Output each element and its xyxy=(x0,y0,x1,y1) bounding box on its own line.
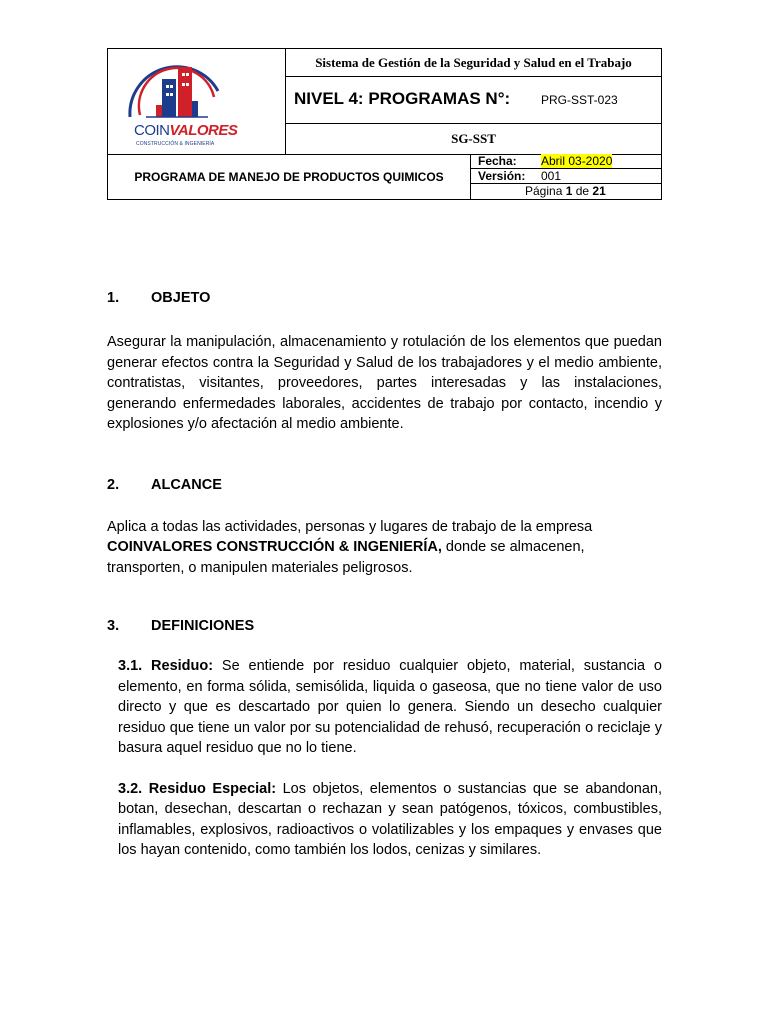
section-number: 1. xyxy=(107,290,120,306)
section-heading-objeto xyxy=(107,288,662,310)
level-row xyxy=(286,77,661,124)
page-current: 1 xyxy=(565,184,573,198)
section-title: ALCANCE xyxy=(151,476,222,493)
version-row xyxy=(471,169,661,184)
section-title: OBJETO xyxy=(151,290,211,306)
definition-text: Se entiende por residuo cualquier objeto, material, sustancia o elemento, en forma sólida, semisólida, liquida o gaseosa, que no tiene valor de uso directo y que es descartado por quien lo genera. Siendo un desecho cualquier residuo que tiene un valor por su potencialidad de rehusó, recuperación o reciclaje y basura aquel residuo que no lo tiene. xyxy=(118,658,662,756)
alcance-paragraph xyxy=(107,517,662,579)
section-heading-definiciones xyxy=(107,616,662,638)
page-prefix: Página xyxy=(525,184,566,198)
alcance-text-after: donde se almacenen, transporten, o manipulen materiales peligrosos. xyxy=(107,539,585,576)
building-logo-icon xyxy=(126,57,226,123)
alcance-text-before: Aplica a todas las actividades, personas y lugares de trabajo de la empresa xyxy=(107,518,593,535)
version-value: 001 xyxy=(541,169,562,183)
fecha-label: Fecha: xyxy=(478,154,517,168)
definition-residuo xyxy=(107,656,662,759)
page-number xyxy=(525,184,606,198)
definition-text: Los objetos, elementos o sustancias que se abandonan, botan, desechan, descartan o rechazan y sean patógenos, tóxicos, combustibles, inflamables, explosivos, radioactivos o volatilizables y los empaques y envases que los hayan contenido, como también los lodos, cenizas y similares. xyxy=(118,780,662,858)
version-label: Versión: xyxy=(478,169,526,183)
brand-part-2: VALORES xyxy=(169,122,238,139)
company-logo xyxy=(108,49,286,154)
company-name: COINVALORES CONSTRUCCIÓN & INGENIERÍA, xyxy=(107,539,442,555)
sg-sst-label: SG-SST xyxy=(451,131,496,146)
section-heading-alcance xyxy=(107,475,662,497)
document-body xyxy=(107,288,662,861)
level-label: NIVEL 4: PROGRAMAS N°: xyxy=(294,89,511,108)
section-number: 2. xyxy=(107,476,120,493)
definition-residuo-especial xyxy=(107,779,662,861)
brand-part-1: COIN xyxy=(134,122,170,139)
document-meta xyxy=(471,154,661,199)
fecha-value: Abril 03-2020 xyxy=(541,154,613,168)
system-title: Sistema de Gestión de la Seguridad y Salud en el Trabajo xyxy=(286,49,661,77)
objeto-paragraph: Asegurar la manipulación, almacenamiento y rotulación de los elementos que puedan generar efectos contra la Seguridad y Salud de los trabajadores y el medio ambiente, contratistas, visitantes, proveedores, partes interesadas y las instalaciones, generando enfermedades laborales, accidentes de trabajo por contacto, incendio y explosiones y/o afectación al medio ambiente. xyxy=(107,334,662,432)
company-brand-subtitle: CONSTRUCCIÓN & INGENIERÍA xyxy=(136,141,215,147)
document-header-table xyxy=(107,48,662,200)
page-total: 21 xyxy=(592,184,606,198)
program-code: PRG-SST-023 xyxy=(541,93,618,107)
program-title: PROGRAMA DE MANEJO DE PRODUCTOS QUIMICOS xyxy=(108,154,471,199)
definition-term: 3.1. Residuo: xyxy=(118,658,214,674)
page-mid: de xyxy=(572,184,593,198)
fecha-row xyxy=(471,154,661,169)
company-brand-name xyxy=(134,123,237,138)
page-number-row xyxy=(471,184,661,199)
section-number: 3. xyxy=(107,618,120,634)
definition-term: 3.2. Residuo Especial: xyxy=(118,780,277,797)
section-title: DEFINICIONES xyxy=(151,618,255,634)
